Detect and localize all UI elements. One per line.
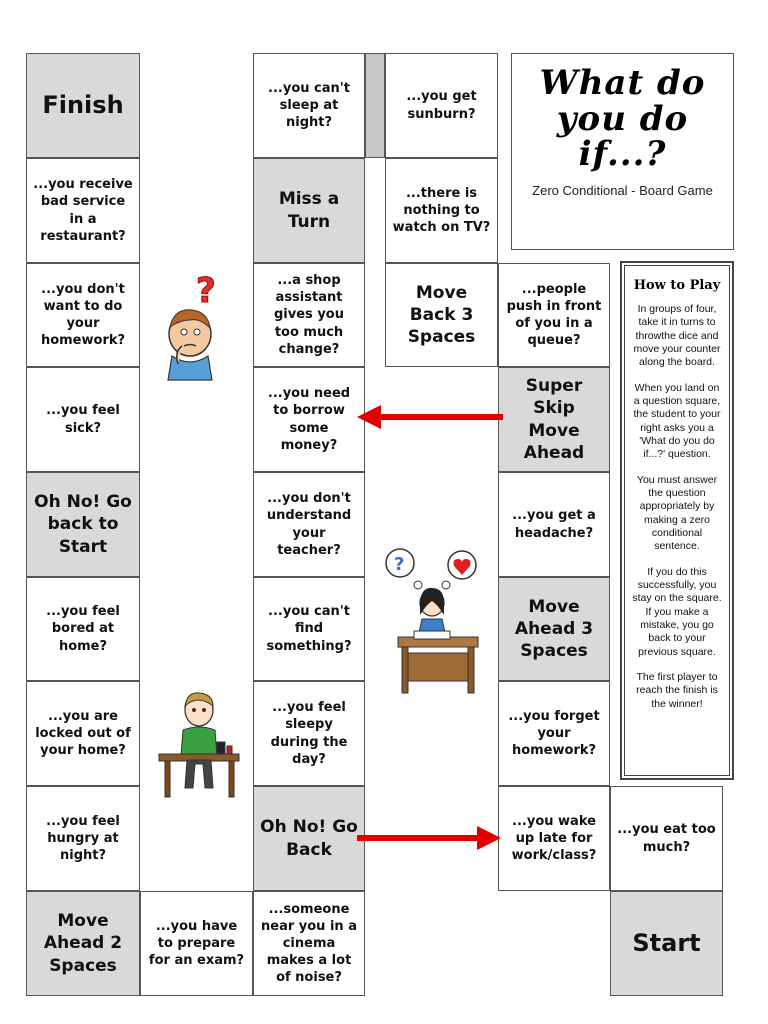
- question-text: ...someone near you in a cinema makes a lot of noise?: [261, 901, 357, 986]
- question-square: [253, 263, 365, 367]
- question-text: ...you feel bored at home?: [46, 604, 120, 654]
- action-text: Move Ahead 3 Spaces: [514, 596, 594, 662]
- rule-paragraph: You must answer the question appropriately by making a zero conditional sentence.: [636, 473, 718, 553]
- question-text: ...there is nothing to watch on TV?: [392, 185, 491, 236]
- question-text: ...you eat too much?: [617, 822, 716, 855]
- super-skip-square: [498, 367, 610, 472]
- game-title: What do you do if...?: [539, 63, 706, 175]
- question-text: ...you feel sleepy during the day?: [270, 700, 348, 767]
- question-text: ...a shop assistant gives you too much change?: [274, 273, 344, 357]
- arrow-right-icon: [357, 823, 503, 853]
- action-text: Super Skip Move Ahead: [523, 376, 585, 463]
- question-square: [26, 577, 140, 681]
- question-text: ...you feel hungry at night?: [46, 813, 120, 864]
- question-square: [253, 367, 365, 472]
- question-text: ...people push in front of you in a queue?: [506, 281, 602, 349]
- question-square: [140, 891, 253, 996]
- question-text: ...you can't sleep at night?: [268, 80, 350, 131]
- game-subtitle: Zero Conditional - Board Game: [532, 183, 713, 199]
- rule-paragraph: In groups of four, take it in turns to throwthe dice and move your counter along the board.: [633, 303, 721, 369]
- question-square: [26, 263, 140, 367]
- question-square: [253, 472, 365, 577]
- start-label: Start: [632, 928, 701, 957]
- thinking-boy-icon: [160, 272, 230, 384]
- question-text: ...you get a headache?: [512, 508, 596, 541]
- move-ahead-3-square: [498, 577, 610, 681]
- question-square: [498, 786, 610, 891]
- miss-a-turn-square: [253, 158, 365, 263]
- move-ahead-2-square: [26, 891, 140, 996]
- question-square: [26, 681, 140, 786]
- question-text: ...you get sunburn?: [406, 89, 477, 122]
- how-to-play-panel: [620, 261, 734, 780]
- start-square: [610, 891, 723, 996]
- question-square: [498, 263, 610, 367]
- question-square: [498, 472, 610, 577]
- question-square: [498, 681, 610, 786]
- action-text: Move Back 3 Spaces: [407, 282, 476, 348]
- girl-at-desk-icon: [380, 545, 495, 695]
- question-square: [253, 53, 365, 158]
- question-text: ...you receive bad service in a restaurant?: [33, 177, 133, 244]
- finish-square: [26, 53, 140, 158]
- boy-at-desk-icon: [157, 690, 242, 800]
- rule-paragraph: The first player to reach the finish is the winner!: [636, 670, 718, 710]
- rule-paragraph: If you do this successfully, you stay on the square. If you make a mistake, you go back to your previous square.: [632, 565, 722, 658]
- svg-text:?: ?: [394, 554, 405, 575]
- question-square: [385, 158, 498, 263]
- action-text: Miss a Turn: [278, 189, 340, 232]
- question-text: ...you feel sick?: [46, 403, 120, 436]
- move-back-3-square: [385, 263, 498, 367]
- go-back-to-start-square: [26, 472, 140, 577]
- action-text: Oh No! Go Back: [260, 817, 358, 860]
- how-to-play-heading: How to Play: [633, 278, 721, 293]
- question-square: [26, 367, 140, 472]
- finish-label: Finish: [42, 90, 124, 119]
- question-text: ...you can't find something?: [266, 604, 352, 654]
- question-square: [385, 53, 498, 158]
- question-text: ...you don't want to do your homework?: [40, 281, 126, 349]
- question-text: ...you wake up late for work/class?: [511, 813, 597, 864]
- svg-text:?: ?: [196, 272, 216, 311]
- question-text: ...you don't understand your teacher?: [266, 491, 352, 558]
- question-text: ...you are locked out of your home?: [35, 708, 131, 759]
- question-text: ...you have to prepare for an exam?: [148, 918, 245, 969]
- question-text: ...you need to borrow some money?: [267, 386, 351, 453]
- question-square: [253, 577, 365, 681]
- question-square: [610, 786, 723, 891]
- question-text: ...you forget your homework?: [508, 708, 600, 759]
- question-square: [26, 158, 140, 263]
- rule-paragraph: When you land on a question square, the student to your right asks you a 'What do you do if...?' question.: [633, 381, 721, 461]
- arrow-left-icon: [355, 402, 503, 432]
- question-square: [253, 891, 365, 996]
- board-divider-stripe: [365, 53, 385, 158]
- action-text: Move Ahead 2 Spaces: [43, 911, 123, 976]
- question-square: [26, 786, 140, 891]
- action-text: Oh No! Go back to Start: [34, 492, 132, 557]
- question-square: [253, 681, 365, 786]
- title-box: [511, 53, 734, 250]
- go-back-square: [253, 786, 365, 891]
